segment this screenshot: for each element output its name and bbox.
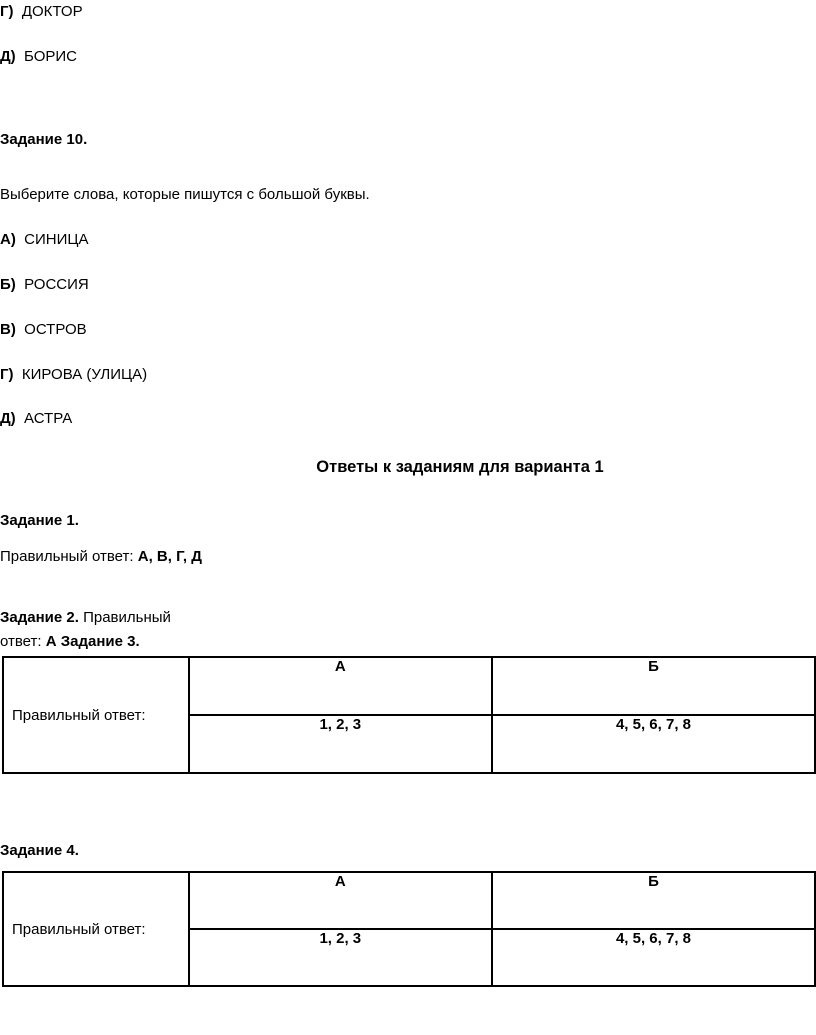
option-letter: А) <box>0 231 16 248</box>
option-text: АСТРА <box>24 410 73 427</box>
task10-title: Задание 10. <box>0 131 88 148</box>
option-letter: Г) <box>0 3 14 20</box>
table-header-b: Б <box>492 872 815 929</box>
option-letter: Д) <box>0 410 16 427</box>
answer-value: А, В, Г, Д <box>137 548 202 565</box>
prev-option-d <box>0 47 77 67</box>
task2-title: Задание 2. <box>0 609 79 626</box>
table-row-label: Правильный ответ: <box>3 657 189 773</box>
task10-option-v <box>0 320 87 340</box>
task3-answer-table <box>2 656 816 774</box>
task1-title: Задание 1. <box>0 512 79 529</box>
task4-title: Задание 4. <box>0 842 79 859</box>
option-text: БОРИС <box>24 48 77 65</box>
answer-label: Правильный ответ: <box>0 548 138 565</box>
table-cell-b: 4, 5, 6, 7, 8 <box>492 929 815 986</box>
task2-line2 <box>0 632 140 652</box>
option-letter: В) <box>0 321 16 338</box>
table-header-a: А <box>189 872 492 929</box>
answers-heading: Ответы к заданиям для варианта 1 <box>316 458 604 476</box>
task10-option-g <box>0 365 147 385</box>
task10-option-a <box>0 230 89 250</box>
option-letter: Д) <box>0 48 16 65</box>
option-text: КИРОВА (УЛИЦА) <box>21 366 148 383</box>
table-cell-b: 4, 5, 6, 7, 8 <box>492 715 815 773</box>
answer-label: Правильный <box>78 609 171 626</box>
prev-option-g <box>0 2 83 22</box>
table-row-label: Правильный ответ: <box>3 872 189 986</box>
option-text: ОСТРОВ <box>24 321 87 338</box>
task10-option-b <box>0 275 89 295</box>
table-header-b: Б <box>492 657 815 715</box>
task4-answer-table <box>2 871 816 987</box>
task10-option-d <box>0 409 72 429</box>
task1-answer <box>0 547 202 567</box>
option-text: ДОКТОР <box>21 3 83 20</box>
table-header-a: А <box>189 657 492 715</box>
answer-label: ответ: <box>0 633 46 650</box>
answer-value: А <box>45 633 57 650</box>
table-cell-a: 1, 2, 3 <box>189 715 492 773</box>
task3-title: Задание 3. <box>56 633 140 650</box>
option-text: СИНИЦА <box>24 231 89 248</box>
task2-line1 <box>0 608 171 628</box>
option-letter: Г) <box>0 366 14 383</box>
option-text: РОССИЯ <box>24 276 89 293</box>
option-letter: Б) <box>0 276 16 293</box>
task10-question: Выберите слова, которые пишутся с большой буквы. <box>0 186 370 203</box>
table-cell-a: 1, 2, 3 <box>189 929 492 986</box>
